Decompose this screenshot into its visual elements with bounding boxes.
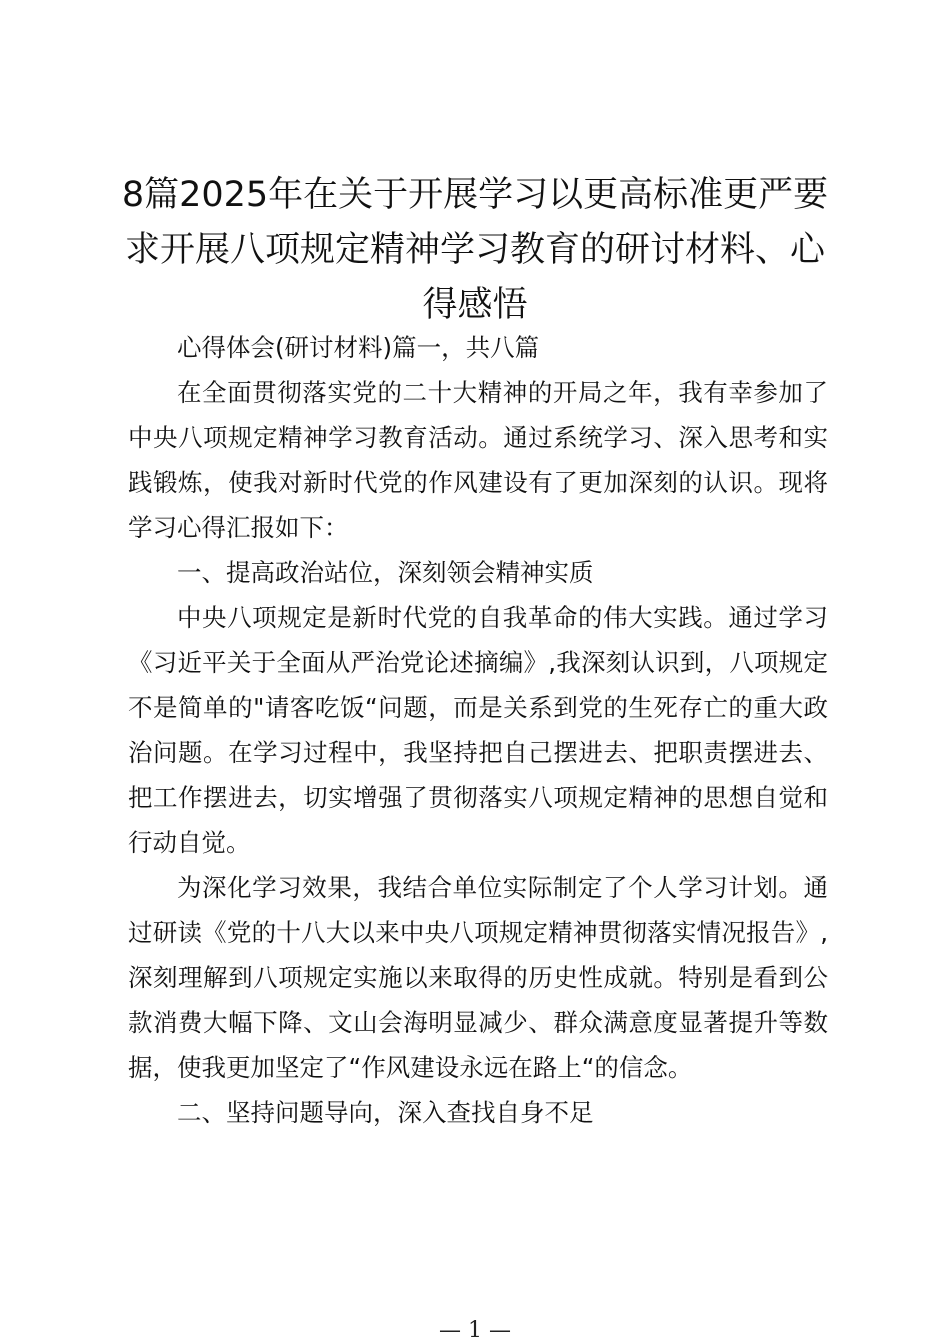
- section-heading-2: 二、坚持问题导向，深入查找自身不足: [177, 1098, 594, 1127]
- paragraph-subtitle: 心得体会(研讨材料)篇一，共八篇: [177, 333, 540, 362]
- section-heading-1: 一、提高政治站位，深刻领会精神实质: [177, 558, 594, 587]
- document-body: [128, 325, 828, 1135]
- document-title: 8篇2025年在关于开展学习以更高标准更严要求开展八项规定精神学习教育的研讨材料、心得感悟: [121, 175, 829, 325]
- paragraph-section-1b: 为深化学习效果，我结合单位实际制定了个人学习计划。通过研读《党的十八大以来中央八项规定精神贯彻落实情况报告》,深刻理解到八项规定实施以来取得的历史性成就。特别是看到公款消费大幅下降、文山会海明显减少、群众满意度显著提升等数据，使我更加坚定了“作风建设永远在路上“的信念。: [128, 873, 828, 1082]
- page-number: — 1 —: [439, 1318, 511, 1343]
- paragraph-intro: 在全面贯彻落实党的二十大精神的开局之年，我有幸参加了中央八项规定精神学习教育活动。通过系统学习、深入思考和实践锻炼，使我对新时代党的作风建设有了更加深刻的认识。现将学习心得汇报如下：: [128, 378, 828, 542]
- paragraph-section-1a: 中央八项规定是新时代党的自我革命的伟大实践。通过学习《习近平关于全面从严治党论述摘编》,我深刻认识到，八项规定不是简单的"请客吃饭“问题，而是关系到党的生死存亡的重大政治问题。在学习过程中，我坚持把自己摆进去、把职责摆进去、把工作摆进去，切实增强了贯彻落实八项规定精神的思想自觉和行动自觉。: [128, 603, 828, 857]
